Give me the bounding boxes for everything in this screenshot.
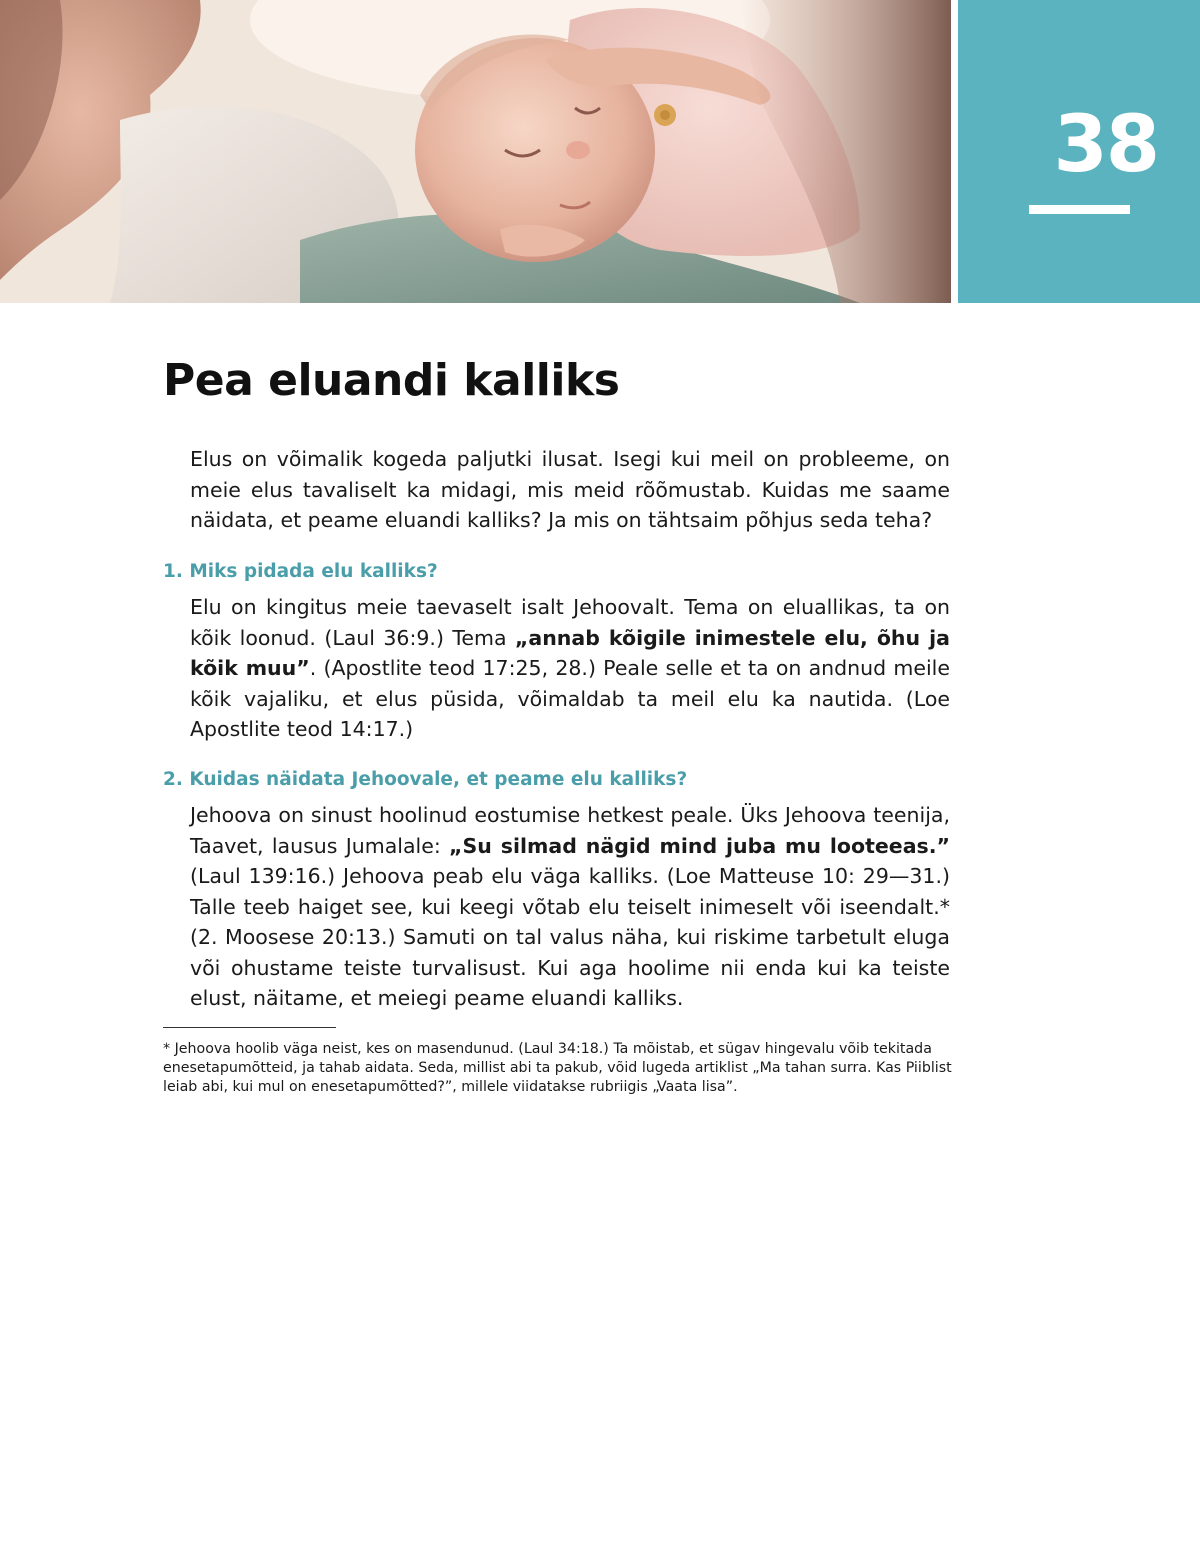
answer-1-text-b: . (Apostlite teod 17:25, 28.) Peale selle et ta on andnud meile kõik vajaliku, et elus püsida, võimaldab ta meil elu ka nautida. (Loe Apostlite teod 14:17.): [190, 656, 950, 741]
answer-1-paragraph: [190, 592, 950, 745]
chapter-badge: [958, 0, 1200, 303]
hero-photo: [0, 0, 951, 303]
answer-2-paragraph: [190, 800, 950, 1014]
answer-2-text-a: Jehoova on sinust hoolinud eostumise hetkest peale. Üks Jehoova teenija, Taavet, lausus Jumalale:: [190, 803, 950, 858]
footnote: * Jehoova hoolib väga neist, kes on masendunud. (Laul 34:18.) Ta mõistab, et sügav hingevalu võib tekitada enesetapumõtteid, ja tahab aidata. Seda, millist abi ta pakub, võid lugeda artiklist „Ma tahan surra. Kas Piiblist leiab abi, kui mul on enesetapumõtted?”, millele viidatakse rubriigis „Vaata lisa”.: [163, 1041, 952, 1095]
question-1-heading: 1. Miks pidada elu kalliks?: [163, 561, 438, 582]
page-title: Pea eluandi kalliks: [163, 355, 620, 406]
question-2-heading: 2. Kuidas näidata Jehoovale, et peame elu kalliks?: [163, 769, 688, 790]
answer-2-text-b: (Laul 139:16.) Jehoova peab elu väga kalliks. (Loe Matteuse 10: 29—31.) Talle teeb haiget see, kui keegi võtab elu teiselt inimeselt või iseendalt.* (2. Moosese 20:13.) Samuti on tal valus näha, kui riskime tarbetult eluga või ohustame teiste turvalisust. Kui aga hoolime nii enda kui ka teiste elust, näitame, et meiegi peame eluandi kalliks.: [190, 864, 950, 1010]
answer-1-text-a: Elu on kingitus meie taevaselt isalt Jehoovalt. Tema on eluallikas, ta on kõik loonud. (Laul 36:9.) Tema: [190, 595, 950, 650]
chapter-number: 38: [1053, 100, 1158, 190]
answer-2-quote: „Su silmad nägid mind juba mu looteeas.”: [449, 833, 951, 858]
chapter-underline: [1029, 205, 1130, 214]
footnote-divider: [163, 1027, 336, 1028]
intro-paragraph: Elus on võimalik kogeda paljutki ilusat. Isegi kui meil on probleeme, on meie elus tavaliselt ka midagi, mis meid rõõmustab. Kuidas me saame näidata, et peame eluandi kalliks? Ja mis on tähtsaim põhjus seda teha?: [190, 447, 950, 532]
answer-1-quote: „annab kõigile inimestele elu, õhu ja kõik muu”: [190, 625, 950, 680]
sleeping-baby-photo-icon: [0, 0, 951, 303]
